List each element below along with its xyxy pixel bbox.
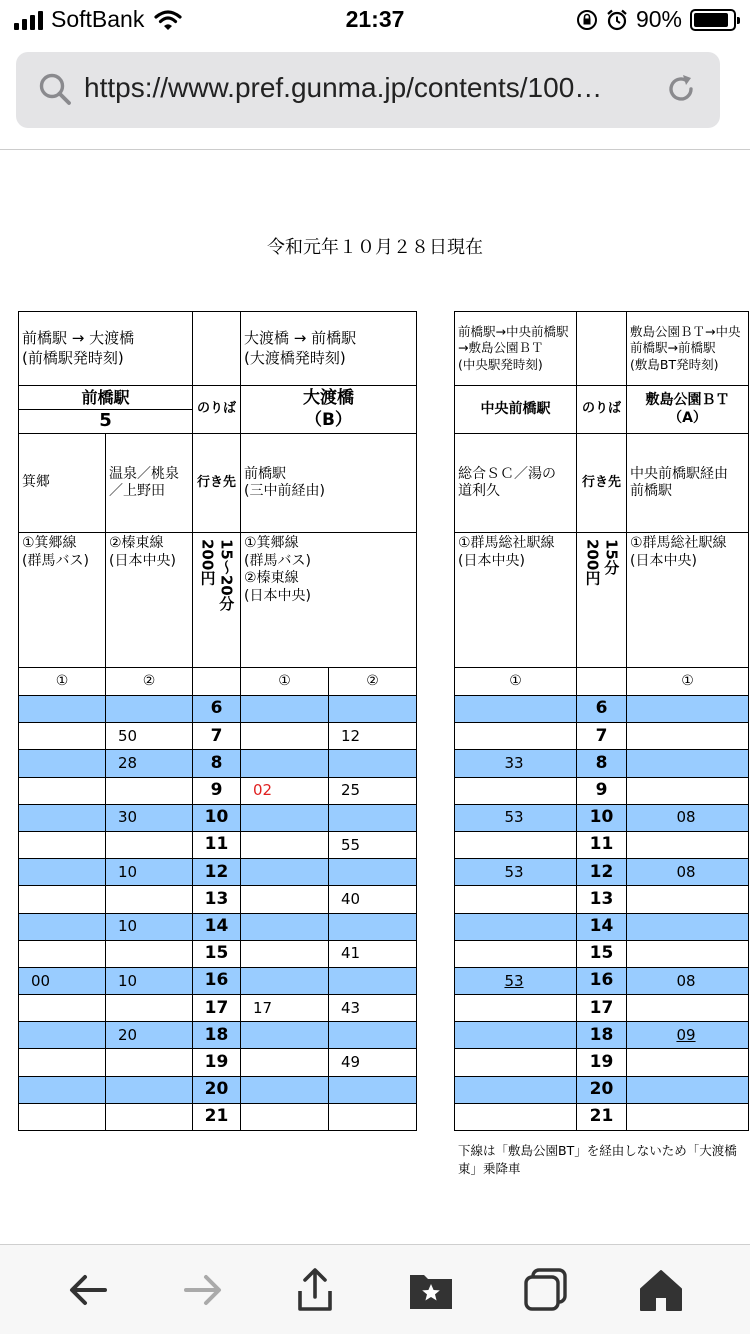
- minute-cell: [19, 995, 106, 1022]
- stop-b-name: 大渡橋 （B）: [241, 386, 417, 434]
- hour-cell: 16: [193, 967, 241, 994]
- url-text[interactable]: https://www.pref.gunma.jp/contents/100…: [84, 72, 603, 103]
- minute-cell: [455, 913, 577, 940]
- hour-cell: 19: [577, 1049, 627, 1076]
- footnote: 下線は「敷島公園BT」を経由しないため「大渡橋東」乗降車: [458, 1143, 737, 1176]
- col-num: [577, 668, 627, 696]
- minute-cell: 09: [627, 1022, 749, 1049]
- table-row: [455, 995, 749, 1022]
- minute-cell: 55: [329, 831, 417, 858]
- hour-cell: 12: [193, 859, 241, 886]
- line-a1: ①箕郷線 (群馬バス): [19, 533, 106, 668]
- minute-cell: [241, 886, 329, 913]
- minute-cell: [106, 886, 193, 913]
- table-row: [455, 967, 749, 994]
- minute-cell: [106, 1076, 193, 1103]
- carrier-label: SoftBank: [51, 6, 145, 32]
- minute-cell: [329, 696, 417, 723]
- minute-cell: 17: [241, 995, 329, 1022]
- minute-cell: [106, 940, 193, 967]
- hour-cell: 20: [193, 1076, 241, 1103]
- minute-cell: [241, 1103, 329, 1130]
- table-row: [455, 1049, 749, 1076]
- minute-cell: 50: [106, 723, 193, 750]
- minute-cell: [241, 940, 329, 967]
- hour-cell: 21: [577, 1103, 627, 1130]
- minute-cell: [627, 750, 749, 777]
- minute-cell: [455, 1049, 577, 1076]
- minute-cell: [19, 777, 106, 804]
- table-row: [455, 804, 749, 831]
- table-row: [19, 967, 417, 994]
- minute-cell: [627, 1103, 749, 1130]
- minute-cell: 53: [455, 804, 577, 831]
- minute-cell: [455, 995, 577, 1022]
- hour-cell: 6: [193, 696, 241, 723]
- table-row: [455, 1076, 749, 1103]
- hour-cell: 8: [577, 750, 627, 777]
- minute-cell: [455, 723, 577, 750]
- forward-icon[interactable]: [180, 1267, 226, 1313]
- minute-cell: [19, 1049, 106, 1076]
- hour-cell: 9: [193, 777, 241, 804]
- minute-cell: [19, 696, 106, 723]
- minute-cell: [241, 804, 329, 831]
- table-row: [455, 913, 749, 940]
- route-b-header: 大渡橋 → 前橋駅 (大渡橋発時刻): [241, 312, 417, 386]
- hour-cell: 15: [193, 940, 241, 967]
- route-a-header: 前橋駅→中央前橋駅→敷島公園ＢＴ (中央駅発時刻): [455, 312, 577, 386]
- table-row: [19, 995, 417, 1022]
- minute-cell: [106, 1103, 193, 1130]
- dest-a2: 温泉／桃泉 ／上野田: [106, 434, 193, 533]
- minute-cell: [106, 1049, 193, 1076]
- hour-cell: 9: [577, 777, 627, 804]
- table-row: [455, 777, 749, 804]
- table-row: [19, 804, 417, 831]
- table-row: [19, 750, 417, 777]
- minute-cell: [329, 750, 417, 777]
- minute-cell: [19, 1076, 106, 1103]
- minute-cell: 02: [241, 777, 329, 804]
- hour-cell: 18: [577, 1022, 627, 1049]
- minute-cell: [329, 804, 417, 831]
- stop-a-name: 中央前橋駅: [455, 386, 577, 434]
- minute-cell: [627, 940, 749, 967]
- minute-cell: [329, 967, 417, 994]
- hour-cell: 16: [577, 967, 627, 994]
- dest-a1: 箕郷: [19, 434, 106, 533]
- minute-cell: [241, 723, 329, 750]
- minute-cell: 10: [106, 913, 193, 940]
- minute-cell: [19, 831, 106, 858]
- minute-cell: [455, 886, 577, 913]
- col-num: ①: [19, 668, 106, 696]
- table-row: [19, 1049, 417, 1076]
- minute-cell: [19, 940, 106, 967]
- tabs-icon[interactable]: [523, 1267, 569, 1313]
- minute-cell: [241, 1022, 329, 1049]
- bottom-toolbar: [0, 1244, 750, 1334]
- hour-cell: 19: [193, 1049, 241, 1076]
- col-num: ②: [106, 668, 193, 696]
- minute-cell: [455, 696, 577, 723]
- interval-fare: 15分 200円: [577, 533, 627, 668]
- minute-cell: [627, 1049, 749, 1076]
- table-row: [455, 886, 749, 913]
- minute-cell: [627, 913, 749, 940]
- minute-cell: [241, 859, 329, 886]
- hour-cell: 8: [193, 750, 241, 777]
- hour-cell: 10: [577, 804, 627, 831]
- minute-cell: [627, 777, 749, 804]
- minute-cell: 25: [329, 777, 417, 804]
- hour-cell: 20: [577, 1076, 627, 1103]
- back-icon[interactable]: [65, 1267, 111, 1313]
- hour-cell: 7: [577, 723, 627, 750]
- hour-cell: 17: [577, 995, 627, 1022]
- minute-cell: 20: [106, 1022, 193, 1049]
- minute-cell: [627, 1076, 749, 1103]
- minute-cell: 08: [627, 859, 749, 886]
- address-bar[interactable]: [16, 52, 720, 128]
- table-row: [455, 723, 749, 750]
- dest-label: 行き先: [577, 434, 627, 533]
- minute-cell: [241, 831, 329, 858]
- interval-fare: 15〜20分 200円: [193, 533, 241, 668]
- dest-b: 中央前橋駅経由 前橋駅: [627, 434, 749, 533]
- minute-cell: [106, 777, 193, 804]
- noriba-label: のりば: [193, 386, 241, 434]
- line-a: ①群馬総社駅線 (日本中央): [455, 533, 577, 668]
- table-row: [455, 940, 749, 967]
- table-row: [19, 859, 417, 886]
- divider: [0, 149, 750, 150]
- col-num: ②: [329, 668, 417, 696]
- date-line: 令和元年１０月２８日現在: [267, 237, 483, 258]
- minute-cell: [455, 940, 577, 967]
- minute-cell: 12: [329, 723, 417, 750]
- col-num: ①: [627, 668, 749, 696]
- hour-cell: 18: [193, 1022, 241, 1049]
- minute-cell: [106, 831, 193, 858]
- minute-cell: 28: [106, 750, 193, 777]
- minute-cell: 10: [106, 967, 193, 994]
- minute-cell: 08: [627, 804, 749, 831]
- share-icon[interactable]: [292, 1267, 338, 1313]
- col-num: ①: [455, 668, 577, 696]
- minute-cell: [455, 1022, 577, 1049]
- hour-cell: 10: [193, 804, 241, 831]
- table-row: [19, 1022, 417, 1049]
- col-num: [193, 668, 241, 696]
- minute-cell: 00: [19, 967, 106, 994]
- table-row: [455, 1022, 749, 1049]
- table-row: [19, 1103, 417, 1130]
- table-row: [19, 831, 417, 858]
- line-a2: ②榛東線 (日本中央): [106, 533, 193, 668]
- table-row: [19, 886, 417, 913]
- minute-cell: 41: [329, 940, 417, 967]
- orientation-lock-icon: [576, 9, 598, 31]
- minute-cell: 53: [455, 859, 577, 886]
- stop-b-name: 敷島公園ＢＴ （A）: [627, 386, 749, 434]
- bookmarks-icon[interactable]: [408, 1267, 454, 1313]
- table-row: [19, 696, 417, 723]
- route-b-header: 敷島公園ＢＴ→中央前橋駅→前橋駅 (敷島BT発時刻): [627, 312, 749, 386]
- minute-cell: 49: [329, 1049, 417, 1076]
- minute-cell: [106, 995, 193, 1022]
- hour-cell: 15: [577, 940, 627, 967]
- hour-cell: 7: [193, 723, 241, 750]
- minute-cell: [19, 1022, 106, 1049]
- hour-cell: 12: [577, 859, 627, 886]
- minute-cell: [329, 913, 417, 940]
- minute-cell: [19, 723, 106, 750]
- table-row: [455, 831, 749, 858]
- table-row: [19, 723, 417, 750]
- noriba-label: のりば: [577, 386, 627, 434]
- line-b: ①箕郷線 (群馬バス) ②榛東線 (日本中央): [241, 533, 417, 668]
- minute-cell: [627, 723, 749, 750]
- table-row: [19, 913, 417, 940]
- hour-cell: 13: [577, 886, 627, 913]
- minute-cell: [241, 1076, 329, 1103]
- alarm-icon: [606, 9, 628, 31]
- home-icon[interactable]: [638, 1267, 684, 1313]
- hour-cell: 21: [193, 1103, 241, 1130]
- minute-cell: [19, 859, 106, 886]
- hour-cell: 14: [577, 913, 627, 940]
- minute-cell: [19, 913, 106, 940]
- hour-cell: 6: [577, 696, 627, 723]
- minute-cell: [627, 886, 749, 913]
- minute-cell: [329, 1103, 417, 1130]
- hour-cell: 13: [193, 886, 241, 913]
- minute-cell: 53: [455, 967, 577, 994]
- minute-cell: [627, 696, 749, 723]
- table-row: [455, 1103, 749, 1130]
- minute-cell: 43: [329, 995, 417, 1022]
- route-a-header: 前橋駅 → 大渡橋 (前橋駅発時刻): [19, 312, 193, 386]
- hour-cell: 11: [577, 831, 627, 858]
- minute-cell: [455, 1103, 577, 1130]
- minute-cell: 10: [106, 859, 193, 886]
- stop-a-name: 前橋駅: [19, 386, 193, 410]
- table-row: [455, 750, 749, 777]
- minute-cell: [455, 777, 577, 804]
- minute-cell: [241, 967, 329, 994]
- minute-cell: [19, 750, 106, 777]
- col-num: ①: [241, 668, 329, 696]
- minute-cell: [455, 831, 577, 858]
- platform-number: 5: [19, 410, 193, 434]
- minute-cell: [241, 750, 329, 777]
- table-row: [455, 696, 749, 723]
- table-row: [19, 940, 417, 967]
- dest-b: 前橋駅 (三中前経由): [241, 434, 417, 533]
- minute-cell: 33: [455, 750, 577, 777]
- minute-cell: [241, 913, 329, 940]
- timetable-left: [18, 311, 417, 1131]
- search-icon: [38, 72, 72, 106]
- minute-cell: 08: [627, 967, 749, 994]
- dest-label: 行き先: [193, 434, 241, 533]
- table-row: [19, 777, 417, 804]
- minute-cell: [627, 995, 749, 1022]
- hour-cell: 14: [193, 913, 241, 940]
- minute-cell: 30: [106, 804, 193, 831]
- hour-cell: 11: [193, 831, 241, 858]
- minute-cell: [455, 1076, 577, 1103]
- minute-cell: [241, 1049, 329, 1076]
- table-row: [19, 1076, 417, 1103]
- minute-cell: [329, 1022, 417, 1049]
- table-row: [455, 859, 749, 886]
- dest-a: 総合ＳＣ／湯の 道利久: [455, 434, 577, 533]
- minute-cell: [19, 886, 106, 913]
- battery-icon: [690, 9, 736, 31]
- line-b: ①群馬総社駅線 (日本中央): [627, 533, 749, 668]
- hour-cell: 17: [193, 995, 241, 1022]
- status-bar: [0, 0, 750, 40]
- minute-cell: [106, 696, 193, 723]
- minute-cell: [19, 804, 106, 831]
- timetable-right: [454, 311, 749, 1131]
- minute-cell: [241, 696, 329, 723]
- minute-cell: [329, 1076, 417, 1103]
- clock: 21:37: [345, 6, 405, 32]
- reload-icon[interactable]: [664, 72, 698, 106]
- minute-cell: [329, 859, 417, 886]
- minute-cell: [627, 831, 749, 858]
- minute-cell: 40: [329, 886, 417, 913]
- minute-cell: [19, 1103, 106, 1130]
- battery-percent: 90%: [635, 6, 682, 32]
